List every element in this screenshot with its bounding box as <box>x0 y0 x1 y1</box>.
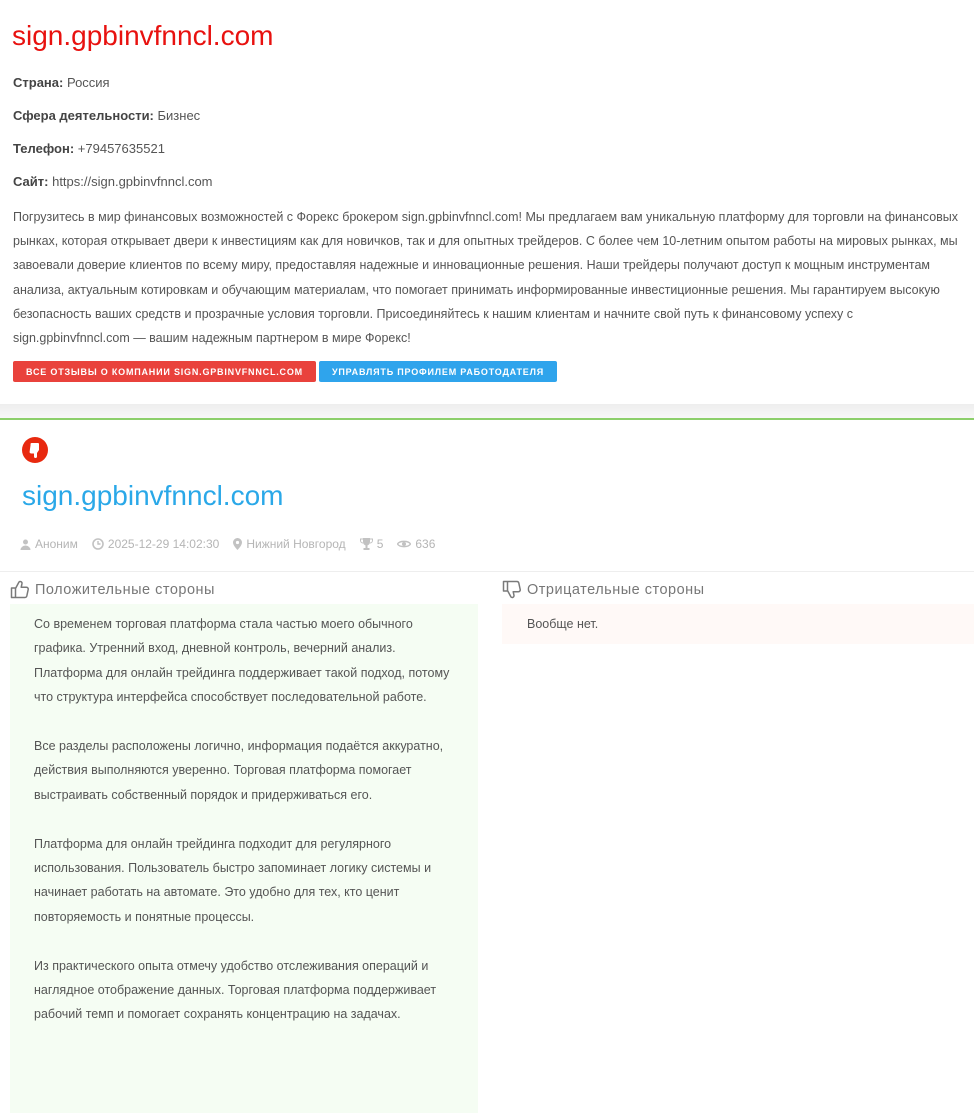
site-value[interactable]: https://sign.gpbinvfnncl.com <box>52 174 213 189</box>
negative-text: Вообще нет. <box>527 617 599 631</box>
negative-heading-text: Отрицательные стороны <box>527 581 705 598</box>
all-reviews-button[interactable]: ВСЕ ОТЗЫВЫ О КОМПАНИИ SIGN.GPBINVFNNCL.COM <box>13 361 316 382</box>
phone-value: +79457635521 <box>77 141 165 156</box>
trophy-count: 5 <box>376 537 384 551</box>
positive-text <box>34 612 454 1051</box>
country-value: Россия <box>66 75 110 90</box>
section-divider <box>0 404 974 418</box>
company-description: Погрузитесь в мир финансовых возможностей с Форекс брокером sign.gpbinvfnncl.com! Мы предлагаем вам уникальную платформу для торговли на финансовых рынках, которая открывает двери к инвестициям как для новичков, так и для опытных трейдеров. С более чем 10-летним опытом работы на мировых рынках, мы завоевали доверие клиентов по всему миру, предоставляя надежные и инновационные решения. Наши трейдеры получают доступ к мощным инструментам анализа, актуальным котировкам и обучающим материалам, что помогает принимать информированные инвестиционные решения. Мы гарантируем высокую безопасность ваших средств и прозрачные условия торговли. Присоединяйтесь к нашим клиентам и начните свой путь к финансовому успеху с sign.gpbinvfnncl.com — вашим надежным партнером в мире Форекс! <box>13 210 959 346</box>
view-count: 636 <box>415 537 436 551</box>
author-name: Аноним <box>35 537 78 551</box>
meta-trophies <box>360 537 384 551</box>
positive-paragraph: Из практического опыта отмечу удобство отслеживания операций и наглядное отображение данных. Торговая платформа поддерживает рабочий темп и помогает сохранять концентрацию на задачах. <box>34 958 437 1022</box>
phone-label: Телефон: <box>13 141 75 156</box>
negative-heading <box>502 580 705 599</box>
field-value: Бизнес <box>157 108 201 123</box>
review-meta <box>20 537 449 551</box>
company-card <box>0 0 974 404</box>
company-phone <box>13 141 165 156</box>
country-label: Страна: <box>13 75 64 90</box>
positive-paragraph: Все разделы расположены логично, информация подаётся аккуратно, действия выполняются уверенно. Торговая платформа помогает выстраивать собственный порядок и придерживаться его. <box>34 739 444 802</box>
map-marker-icon <box>233 538 242 550</box>
clock-icon <box>92 538 104 550</box>
company-title[interactable]: sign.gpbinvfnncl.com <box>12 20 274 51</box>
positive-paragraph: Со временем торговая платформа стала частью моего обычного графика. Утренний вход, дневной контроль, вечерний анализ. Платформа для онлайн трейдинга поддерживает такой подход, потому что структура интерфейса способствует последовательной работе. <box>34 617 450 705</box>
review-datetime: 2025-12-29 14:02:30 <box>107 537 220 551</box>
thumbs-down-outline-icon <box>502 580 522 599</box>
trophy-icon <box>360 538 373 550</box>
review-title[interactable]: sign.gpbinvfnncl.com <box>22 480 284 511</box>
field-label: Сфера деятельности: <box>13 108 154 123</box>
meta-date <box>92 537 219 551</box>
review-card <box>0 420 974 1113</box>
meta-separator <box>0 571 974 572</box>
eye-icon <box>397 539 411 549</box>
company-field <box>13 108 200 123</box>
positive-heading <box>10 580 215 599</box>
thumbs-down-icon <box>22 437 48 463</box>
meta-author <box>20 537 78 551</box>
company-site <box>13 174 213 189</box>
positive-paragraph: Платформа для онлайн трейдинга подходит для регулярного использования. Пользователь быстро запоминает логику системы и начинает работать на автомате. Это удобно для тех, кто ценит повторяемость и понятные процессы. <box>34 836 432 924</box>
meta-city <box>233 537 345 551</box>
site-label: Сайт: <box>13 174 49 189</box>
meta-views <box>397 537 435 551</box>
positive-heading-text: Положительные стороны <box>35 581 215 598</box>
user-icon <box>20 539 31 550</box>
thumbs-up-outline-icon <box>10 580 30 599</box>
manage-employer-profile-button[interactable]: УПРАВЛЯТЬ ПРОФИЛЕМ РАБОТОДАТЕЛЯ <box>319 361 557 382</box>
company-country <box>13 75 110 90</box>
review-city: Нижний Новгород <box>246 537 346 551</box>
